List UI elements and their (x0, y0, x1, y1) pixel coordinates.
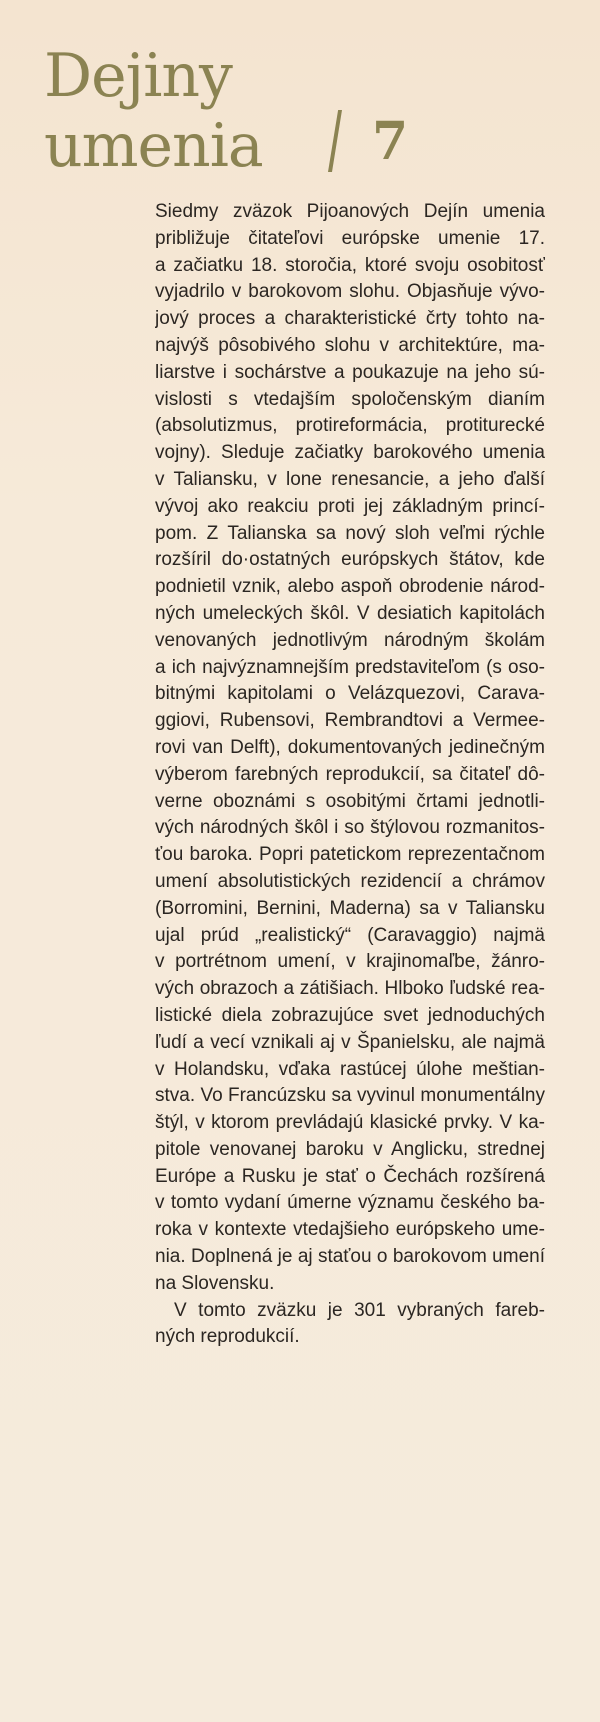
text-line: vých obrazoch a zátišiach. Hlboko ľudské rea- (155, 978, 545, 1000)
text-line: umení absolutistických rezidencií a chrámov (155, 870, 545, 892)
text-line: V tomto zväzku je 301 vybraných fareb- (174, 1299, 545, 1321)
text-line: a ich najvýznamnejším predstaviteľom (s oso- (155, 656, 545, 678)
text-line: roka v kontexte vtedajšieho európskeho ume- (155, 1219, 545, 1241)
paragraph (155, 1298, 545, 1352)
text-line: na Slovensku. (155, 1272, 275, 1294)
text-line: (Borromini, Bernini, Maderna) sa v Taliansku (155, 897, 545, 919)
text-line: (absolutizmus, protireformácia, protiturecké (155, 415, 545, 437)
text-line: ľudí a vecí vznikali aj v Španielsku, ale najmä (155, 1031, 545, 1053)
text-line: ťou baroka. Popri patetickom reprezentačnom (155, 844, 545, 866)
title-line-2: umenia (44, 111, 263, 181)
text-line: stva. Vo Francúzsku sa vyvinul monumentálny (155, 1085, 545, 1107)
text-line: výberom farebných reprodukcií, sa čitateľ dô- (155, 763, 545, 785)
text-line: najvýš pôsobivého slohu v architektúre, ma- (155, 334, 545, 356)
text-line: pitole venovanej baroku v Anglicku, strednej (155, 1138, 545, 1160)
text-line: nia. Doplnená je aj staťou o barokovom umení (155, 1246, 545, 1268)
text-line: v tomto vydaní úmerne významu českého ba- (155, 1192, 545, 1214)
text-line: ggiovi, Rubensovi, Rembrandtovi a Vermee- (155, 710, 545, 732)
volume-number: 7 (372, 111, 409, 172)
description-text (155, 199, 545, 1351)
text-line: ujal prúd „realistický“ (Caravaggio) najmä (155, 924, 545, 946)
title-slash: / (328, 95, 343, 189)
paragraph (155, 199, 545, 1298)
text-line: liarstve i sochárstve a poukazuje na jeho sú- (155, 361, 545, 383)
text-line: ných reprodukcií. (155, 1326, 300, 1348)
text-line: vojny). Sleduje začiatky barokového umenia (155, 442, 545, 464)
text-line: vyjadrilo v barokovom slohu. Objasňuje vývo- (155, 281, 545, 303)
text-line: Európe a Rusku je stať o Čechách rozšírená (155, 1165, 545, 1187)
text-line: ných umeleckých škôl. V desiatich kapitolách (155, 602, 545, 624)
title-line-1: Dejiny (44, 41, 232, 111)
text-line: verne oboznámi s osobitými črtami jednotli- (155, 790, 545, 812)
text-line: rozšíril do·ostatných európskych štátov, kde (155, 549, 545, 571)
text-line: a začiatku 18. storočia, ktoré svoju osobitosť (155, 254, 545, 276)
text-line: štýl, v ktorom prevládajú klasické prvky. V ka- (155, 1112, 545, 1134)
text-line: venovaných jednotlivým národným školám (155, 629, 545, 651)
text-line: vývoj ako reakciu proti jej základným princí- (155, 495, 545, 517)
text-line: Siedmy zväzok Pijoanových Dejín umenia (155, 201, 545, 222)
text-line: jový proces a charakteristické črty tohto na- (155, 308, 545, 330)
text-line: bitnými kapitolami o Velázquezovi, Carava- (155, 683, 545, 705)
text-line: listické diela zobrazujúce svet jednoduchých (155, 1004, 545, 1026)
text-line: podnietil vznik, alebo aspoň obrodenie národ- (155, 576, 545, 598)
text-line: vislosti s vtedajším spoločenským dianím (155, 388, 545, 410)
text-line: v Taliansku, v lone renesancie, a jeho ďalší (155, 468, 545, 490)
text-line: rovi van Delft), dokumentovaných jedinečným (155, 736, 545, 758)
text-line: približuje čitateľovi európske umenie 17. (155, 227, 545, 249)
text-line: v portrétnom umení, v krajinomaľbe, žánro- (155, 951, 545, 973)
text-line: vých národných škôl i so štýlovou rozmanitos- (155, 817, 545, 839)
text-line: v Holandsku, vďaka rastúcej úlohe meštian- (155, 1058, 545, 1080)
text-line: pom. Z Talianska sa nový sloh veľmi rýchle (155, 522, 545, 544)
